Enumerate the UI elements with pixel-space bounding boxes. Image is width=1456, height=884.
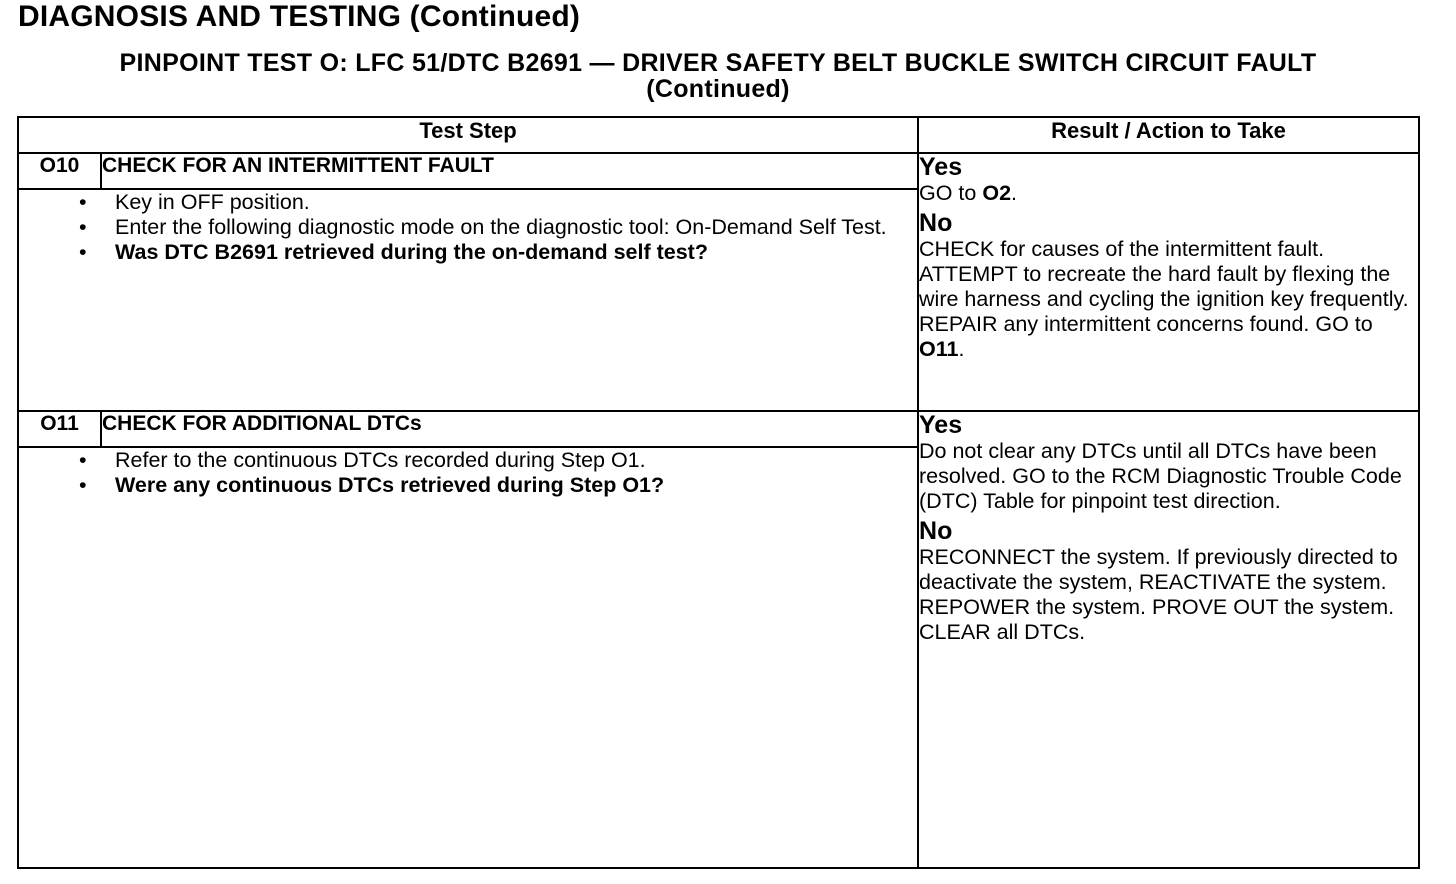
step-instructions: [18, 447, 918, 868]
test-title: PINPOINT TEST O: LFC 51/DTC B2691 — DRIVER SAFETY BELT BUCKLE SWITCH CIRCUIT FAULT: [119, 49, 1317, 77]
list-item: • Enter the following diagnostic mode on the diagnostic tool: On-Demand Self Test.: [79, 215, 887, 239]
test-step-header: Test Step: [18, 117, 918, 153]
list-item-question: • Were any continuous DTCs retrieved during Step O1?: [79, 473, 665, 497]
step-instructions: [18, 189, 918, 411]
test-subtitle: (Continued): [646, 75, 790, 103]
step-result: [918, 411, 1419, 868]
step-title: CHECK FOR ADDITIONAL DTCs: [101, 411, 918, 447]
section-title: DIAGNOSIS AND TESTING (Continued): [18, 0, 581, 33]
list-item-question: • Was DTC B2691 retrieved during the on-demand self test?: [79, 240, 708, 264]
step-title-row: [18, 153, 1419, 189]
no-label: No: [919, 517, 953, 545]
no-label: No: [919, 209, 953, 237]
yes-action: GO to O2.: [919, 181, 1018, 205]
step-title-row: [18, 411, 1419, 447]
result-header: Result / Action to Take: [918, 117, 1419, 153]
no-action-continued: REPOWER the system. PROVE OUT the system. CLEAR all DTCs.: [919, 595, 1395, 644]
pinpoint-test-title: [18, 50, 1418, 102]
yes-label: Yes: [919, 153, 963, 181]
yes-action: Do not clear any DTCs until all DTCs have been resolved. GO to the RCM Diagnostic Trouble Code (DTC) Table for pinpoint test direction.: [919, 439, 1402, 513]
no-action: RECONNECT the system. If previously directed to deactivate the system, REACTIVATE the system.: [919, 545, 1398, 594]
yes-label: Yes: [919, 411, 963, 439]
step-id: O10: [18, 153, 101, 189]
list-item: • Key in OFF position.: [79, 190, 310, 214]
list-item: • Refer to the continuous DTCs recorded during Step O1.: [79, 448, 646, 472]
step-id: O11: [18, 411, 101, 447]
header-row: [18, 117, 1419, 153]
step-result: [918, 153, 1419, 411]
no-action: CHECK for causes of the intermittent fault. ATTEMPT to recreate the hard fault by flexing the wire harness and cycling the ignition key frequently. REPAIR any intermittent concerns found. GO to O11.: [919, 237, 1409, 361]
step-title: CHECK FOR AN INTERMITTENT FAULT: [101, 153, 918, 189]
pinpoint-test-table: [17, 116, 1420, 869]
